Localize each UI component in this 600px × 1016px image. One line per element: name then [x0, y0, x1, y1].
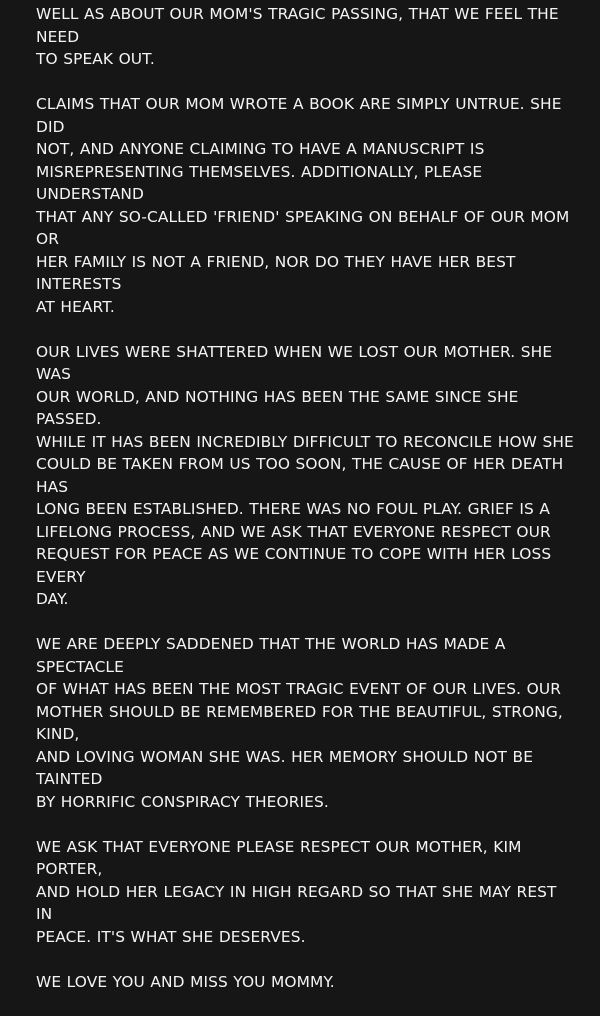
paragraph-respect-request: WE ASK THAT EVERYONE PLEASE RESPECT OUR MOTHER, KIM PORTER, AND HOLD HER LEGACY IN HIGH REGARD SO THAT SHE MAY REST IN PEACE. IT'S WHAT SHE DESERVES.	[36, 837, 557, 946]
paragraph-intro-continued: WELL AS ABOUT OUR MOM'S TRAGIC PASSING, THAT WE FEEL THE NEED TO SPEAK OUT.	[36, 5, 559, 68]
paragraph-closing: WE LOVE YOU AND MISS YOU MOMMY.	[36, 972, 335, 991]
statement-body	[36, 3, 576, 1016]
paragraph-lives-shattered: OUR LIVES WERE SHATTERED WHEN WE LOST OUR MOTHER. SHE WAS OUR WORLD, AND NOTHING HAS BEEN THE SAME SINCE SHE PASSED. WHILE IT HAS BEEN INCREDIBLY DIFFICULT TO RECONCILE HOW SHE COULD BE TAKEN FROM US TOO SOON, THE CAUSE OF HER DEATH HAS LONG BEEN ESTABLISHED. THERE WAS NO FOUL PLAY. GRIEF IS A LIFELONG PROCESS, AND WE ASK THAT EVERYONE RESPECT OUR REQUEST FOR PEACE AS WE CONTINUE TO COPE WITH HER LOSS EVERY DAY.	[36, 342, 574, 608]
paragraph-book-claims: CLAIMS THAT OUR MOM WROTE A BOOK ARE SIMPLY UNTRUE. SHE DID NOT, AND ANYONE CLAIMING TO HAVE A MANUSCRIPT IS MISREPRESENTING THEMSELVES. ADDITIONALLY, PLEASE UNDERSTAND THAT ANY SO-CALLED 'FRIEND' SPEAKING ON BEHALF OF OUR MOM OR HER FAMILY IS NOT A FRIEND, NOR DO THEY HAVE HER BEST INTERESTS AT HEART.	[36, 95, 570, 316]
paragraph-spectacle: WE ARE DEEPLY SADDENED THAT THE WORLD HAS MADE A SPECTACLE OF WHAT HAS BEEN THE MOST TRAGIC EVENT OF OUR LIVES. OUR MOTHER SHOULD BE REMEMBERED FOR THE BEAUTIFUL, STRONG, KIND, AND LOVING WOMAN SHE WAS. HER MEMORY SHOULD NOT BE TAINTED BY HORRIFIC CONSPIRACY THEORIES.	[36, 635, 563, 811]
